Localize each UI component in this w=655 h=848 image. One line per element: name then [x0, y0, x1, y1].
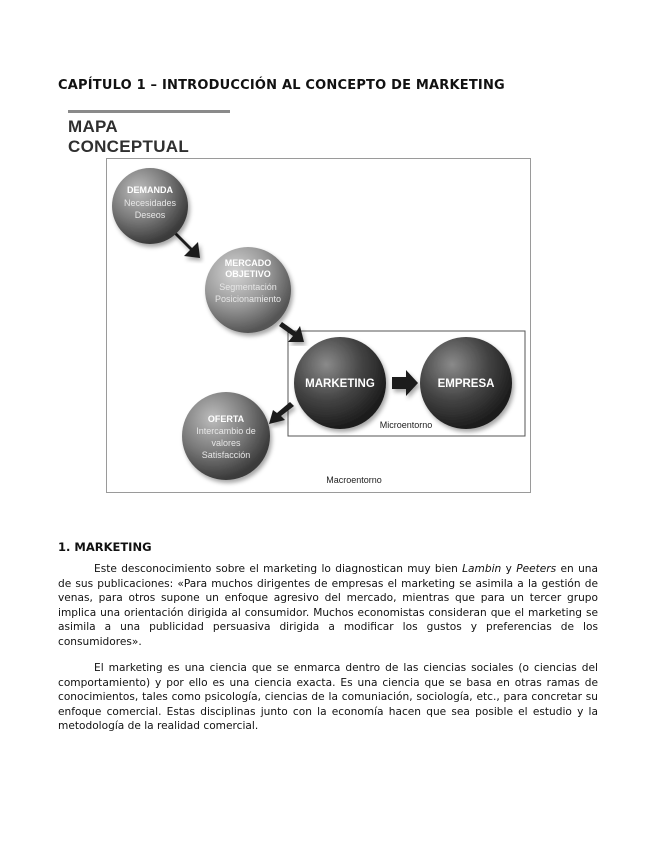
- node-mercado-line: Posicionamiento: [214, 294, 282, 304]
- paragraph-1-before: Este desconocimiento sobre el marketing lo diagnostican muy bien: [94, 563, 463, 575]
- node-mercado-title: OBJETIVO: [225, 269, 271, 279]
- node-empresa-title: EMPRESA: [437, 378, 495, 390]
- microentorno-label: Microentorno: [379, 420, 433, 430]
- header-rule: [68, 110, 230, 113]
- paragraph-1-after: en una de sus publicaciones: «Para muchos dirigentes de empresas el marketing se asimila a la gestión de venas, para otros supone un enfoque agresivo del mercado, mientras que para un tercer grupo implica una orientación dirigida al consumidor. Muchos economistas consideran que el marketing se asimila a una publicidad persuasiva dirigida a modificar los gustos y preferencias de los consumidores».: [58, 563, 598, 648]
- node-oferta: [182, 392, 270, 480]
- node-oferta-line: Intercambio de: [196, 426, 256, 436]
- paragraph-1: [58, 562, 598, 650]
- concept-map-header: [68, 110, 230, 157]
- node-demanda-line: Deseos: [134, 210, 166, 220]
- paragraph-2: El marketing es una ciencia que se enmarca dentro de las ciencias sociales (o ciencias del comportamiento) y por ello es una ciencia exacta. Es una ciencia que se basa en otras ramas de conocimientos, tales como psicología, ciencias de la comuniación, sociología, etc., para concretar su enfoque comercial. Estas disciplinas junto con la economía hacen que sea posible el estudio y la metodología de la realidad comercial.: [58, 662, 598, 733]
- node-marketing-title: MARKETING: [305, 378, 375, 390]
- node-mercado-line: Segmentación: [219, 282, 277, 292]
- chapter-title: CAPÍTULO 1 – INTRODUCCIÓN AL CONCEPTO DE MARKETING: [58, 78, 505, 93]
- concept-map-diagram: [106, 158, 531, 493]
- node-mercado-title: MERCADO: [224, 258, 272, 268]
- concept-map-title: MAPA CONCEPTUAL: [68, 117, 190, 156]
- macroentorno-label: Macroentorno: [326, 475, 382, 485]
- section-title: 1. MARKETING: [58, 540, 152, 554]
- node-oferta-title: OFERTA: [207, 414, 245, 424]
- node-oferta-line: valores: [211, 438, 241, 448]
- node-demanda-line: Necesidades: [123, 198, 177, 208]
- node-demanda-title: DEMANDA: [127, 185, 173, 195]
- author-lambin: Lambin: [462, 563, 502, 575]
- author-peeters: Peeters: [516, 563, 557, 575]
- node-oferta-line: Satisfacción: [201, 450, 251, 460]
- paragraph-1-joiner: y: [501, 563, 517, 575]
